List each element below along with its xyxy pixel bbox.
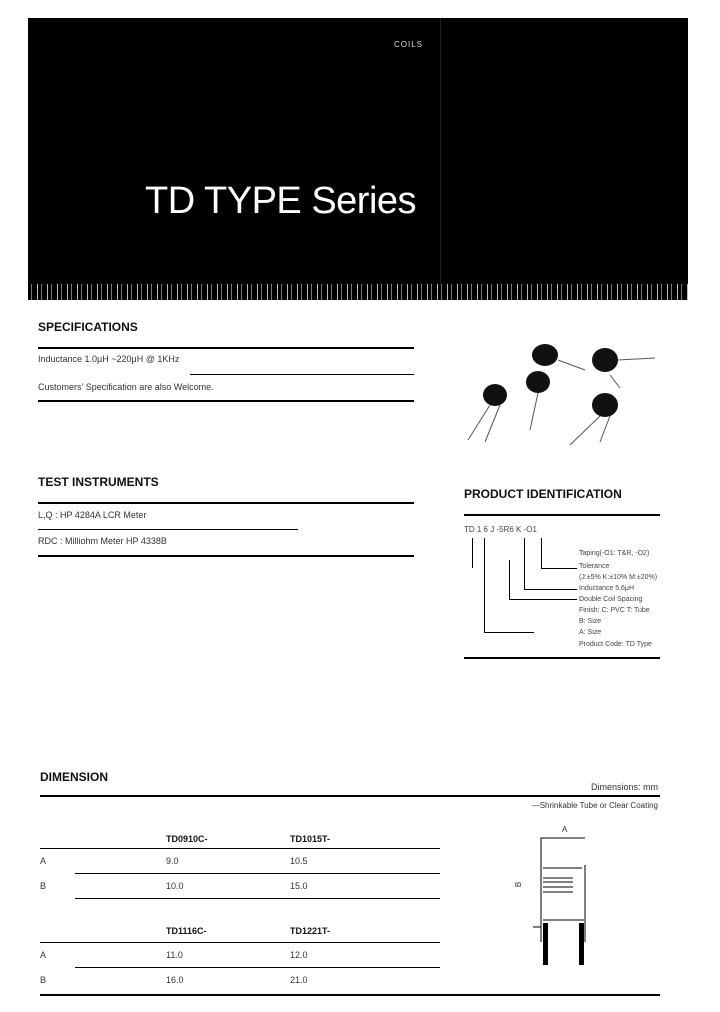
- leader-line: [484, 538, 485, 633]
- divider: [40, 994, 660, 996]
- divider: [38, 400, 414, 402]
- divider: [464, 657, 660, 659]
- pid-item: Inductance 5.6μH: [579, 585, 635, 592]
- leader-line: [524, 538, 525, 589]
- pid-item: B: Size: [579, 618, 602, 625]
- divider: [464, 514, 660, 516]
- leader-line: [509, 560, 510, 599]
- pid-item: Finish: C: PVC T: Tube: [579, 607, 650, 614]
- dimension-heading: DIMENSION: [40, 770, 109, 784]
- row-label: A: [40, 856, 47, 866]
- cell: 10.5: [290, 856, 308, 866]
- inductor-photo: [460, 330, 660, 450]
- cell: 21.0: [290, 975, 308, 985]
- leader-line: [541, 538, 542, 569]
- row-label: B: [40, 881, 47, 891]
- cell: 9.0: [166, 856, 179, 866]
- leader-line: [484, 632, 534, 633]
- leader-line: [524, 589, 577, 590]
- specifications-heading: SPECIFICATIONS: [38, 320, 138, 334]
- divider: [40, 848, 440, 849]
- pid-item: Tolerance: [579, 563, 610, 570]
- cell: 16.0: [166, 975, 184, 985]
- instrument-line: RDC : Milliohm Meter HP 4338B: [38, 536, 167, 546]
- divider: [38, 555, 414, 557]
- category-label: COILS: [394, 40, 424, 49]
- cell: 15.0: [290, 881, 308, 891]
- divider: [190, 374, 414, 375]
- cell: 12.0: [290, 950, 308, 960]
- scan-texture: [28, 284, 688, 300]
- divider: [75, 873, 440, 874]
- row-label: B: [40, 975, 47, 985]
- instrument-line: L,Q : HP 4284A LCR Meter: [38, 510, 147, 520]
- banner-divider: [440, 18, 441, 300]
- pid-item: A: Size: [579, 629, 602, 636]
- spec-line: Customers' Specification are also Welcome.: [38, 382, 214, 392]
- product-id-heading: PRODUCT IDENTIFICATION: [464, 487, 622, 501]
- test-instruments-heading: TEST INSTRUMENTS: [38, 475, 159, 489]
- cell: 10.0: [166, 881, 184, 891]
- divider: [40, 942, 440, 943]
- model-header: TD1116C-: [166, 926, 207, 936]
- unit-note: Dimensions: mm: [590, 782, 658, 792]
- divider: [38, 347, 414, 349]
- divider: [38, 502, 414, 504]
- leader-line: [509, 599, 577, 600]
- pid-item: (J:±5% K:±10% M:±20%): [579, 574, 658, 581]
- divider: [40, 795, 660, 797]
- pid-item: Double Coil Spacing: [579, 596, 643, 603]
- cell: 11.0: [166, 950, 183, 960]
- product-code: TD 1 6 J -5R6 K -O1: [464, 525, 537, 534]
- dim-b-label: B: [514, 881, 524, 888]
- divider: [75, 967, 440, 968]
- coating-note: —Shrinkable Tube or Clear Coating: [531, 801, 658, 810]
- page-title: TD TYPE Series: [145, 180, 417, 222]
- row-label: A: [40, 950, 47, 960]
- dim-a-label: A: [562, 825, 568, 834]
- leader-line: [541, 568, 577, 569]
- model-header: TD1015T-: [290, 834, 331, 844]
- divider: [38, 529, 298, 530]
- header-banner: [28, 18, 688, 300]
- dimension-diagram: [510, 820, 640, 970]
- pid-item: Product Code: TD Type: [579, 641, 652, 648]
- divider: [75, 898, 440, 899]
- model-header: TD1221T-: [290, 926, 331, 936]
- model-header: TD0910C-: [166, 834, 208, 844]
- spec-line: Inductance 1.0μH ~220μH @ 1KHz: [38, 354, 180, 364]
- pid-item: Taping(-O1: T&R, -O2): [579, 550, 650, 557]
- leader-line: [472, 538, 473, 568]
